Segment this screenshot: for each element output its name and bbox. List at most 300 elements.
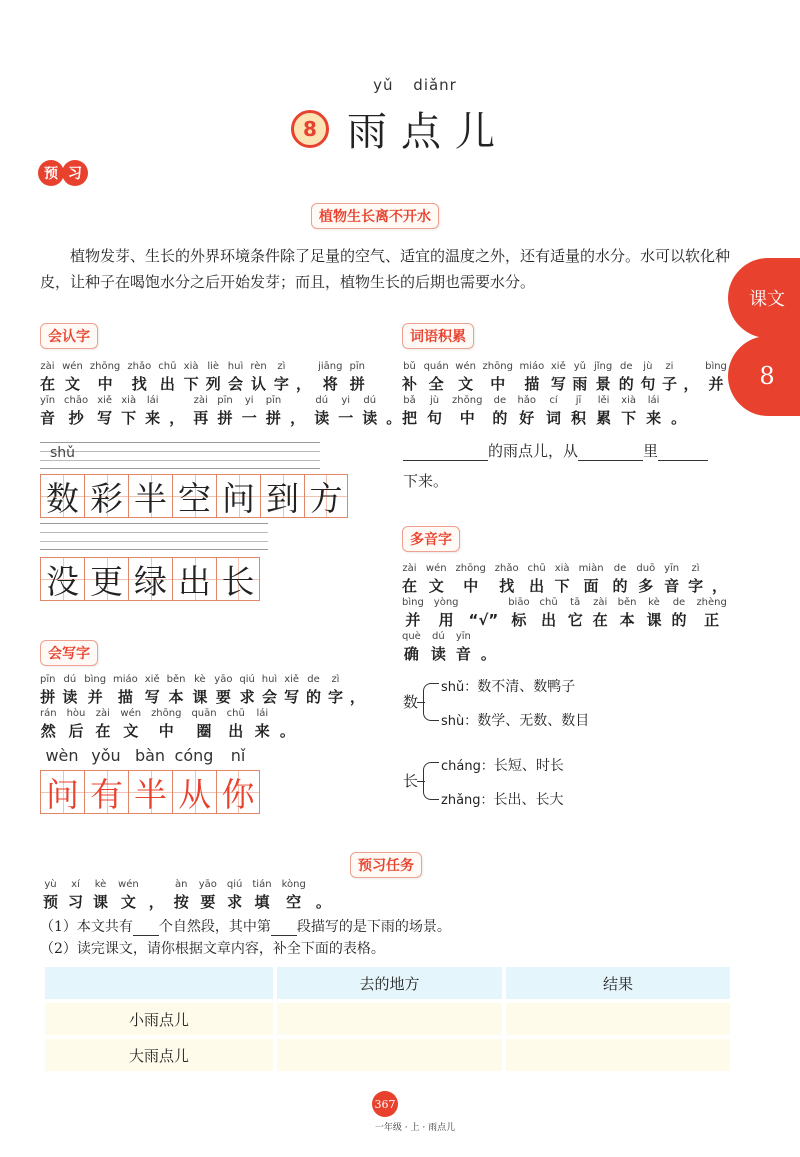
pinyin: jǐng — [593, 361, 613, 372]
pinyin: yòng — [433, 597, 459, 608]
pinyin: hòu — [66, 708, 86, 719]
pinyin: běn — [166, 674, 186, 685]
writing-lines — [40, 442, 320, 469]
pinyin-line — [43, 878, 341, 912]
tianzige-cell[interactable] — [128, 770, 172, 814]
hanzi: 再 — [193, 409, 209, 427]
polyphone-reading — [441, 755, 564, 775]
hanzi: 的 — [618, 375, 634, 393]
example-pinyin: shǔ — [50, 445, 76, 461]
write-chars-area — [40, 746, 260, 814]
pinyin: zì — [277, 361, 286, 372]
grid-char: 更 — [90, 561, 123, 601]
hanzi: 找 — [131, 375, 147, 393]
hanzi: 写 — [550, 375, 566, 393]
hanzi: 在 — [592, 611, 608, 629]
pinyin-char — [284, 673, 299, 707]
pinyin: què — [402, 631, 421, 642]
grid-char: 到 — [266, 478, 299, 518]
hanzi: 来 — [646, 409, 662, 427]
pinyin-char — [612, 562, 627, 596]
hanzi: 句 — [427, 409, 443, 427]
hanzi: 。 — [480, 645, 496, 663]
tianzige-cell — [216, 557, 260, 601]
fill-blank-1[interactable] — [403, 445, 488, 461]
recognize-chars-label: 会认字 — [40, 323, 98, 349]
hanzi: ， — [683, 375, 699, 393]
pinyin-char — [145, 673, 160, 707]
pinyin: qiú — [226, 879, 243, 890]
hanzi: 下 — [183, 375, 199, 393]
pinyin-line — [40, 360, 365, 394]
pinyin: kè — [94, 879, 107, 890]
hanzi: 音 — [40, 409, 56, 427]
pinyin-line — [40, 673, 365, 707]
hanzi: 求 — [239, 688, 255, 706]
pinyin: zhōng — [151, 708, 182, 719]
pinyin: kè — [194, 674, 206, 685]
pinyin: yi — [341, 395, 351, 406]
pinyin-char — [113, 673, 138, 707]
pinyin: xià — [121, 395, 137, 406]
pinyin-char — [579, 562, 604, 596]
pinyin-char — [338, 394, 353, 428]
pinyin-char — [402, 360, 417, 394]
tianzige-cell — [84, 474, 128, 518]
pinyin-char — [290, 394, 305, 428]
hanzi: 文 — [64, 375, 80, 393]
pinyin-char — [40, 394, 55, 428]
q1-mid: 个自然段，其中第 — [158, 919, 271, 935]
pinyin: lái — [256, 708, 269, 719]
hanzi: 写 — [284, 688, 300, 706]
hanzi: 字 — [688, 577, 704, 595]
pinyin: zhōng — [482, 361, 513, 372]
hanzi: 出 — [228, 722, 244, 740]
tianzige-cell — [216, 474, 260, 518]
pinyin: wén — [455, 361, 476, 372]
pinyin: quān — [191, 708, 217, 719]
hanzi: 并 — [405, 611, 421, 629]
pinyin-char — [568, 596, 583, 630]
hanzi: 。 — [315, 893, 331, 911]
pinyin-char — [43, 878, 58, 912]
reading-pinyin: cháng： — [441, 759, 494, 774]
pinyin: lái — [647, 395, 660, 406]
pinyin-char — [517, 394, 536, 428]
q1-blank-2[interactable] — [271, 922, 297, 936]
pinyin: yīn — [664, 563, 680, 574]
pinyin-char — [456, 630, 471, 664]
reading-examples: 数学、无数、数目 — [477, 713, 590, 729]
pinyin-char — [492, 394, 507, 428]
footer-text: 一年级 · 上 · 雨点儿 — [374, 1123, 456, 1133]
pinyin: zài — [40, 361, 55, 372]
pinyin-char — [671, 596, 686, 630]
table-header-cell: 结果 — [506, 967, 730, 999]
table-row — [45, 1039, 730, 1071]
pinyin-char — [619, 360, 634, 394]
hanzi: 在 — [95, 722, 111, 740]
tianzige-cell[interactable] — [172, 770, 216, 814]
grid-char: 没 — [46, 561, 79, 601]
pinyin: bìng — [84, 674, 107, 685]
pinyin-char — [424, 360, 449, 394]
grid-char: 空 — [178, 478, 211, 518]
pinyin-line — [402, 596, 727, 630]
hanzi: 本 — [619, 611, 635, 629]
pinyin-char — [151, 707, 181, 741]
hanzi: 字 — [327, 688, 343, 706]
hanzi: 好 — [519, 409, 535, 427]
hanzi: 一 — [241, 409, 257, 427]
pinyin: xiě — [284, 674, 300, 685]
hanzi: 写 — [144, 688, 160, 706]
hanzi: 会 — [228, 375, 244, 393]
pinyin: miáo — [113, 674, 138, 685]
pinyin: hǎo — [517, 395, 537, 406]
pinyin-char — [274, 360, 289, 394]
pinyin-char — [350, 673, 365, 707]
pinyin: zài — [593, 597, 608, 608]
q1-prefix: （1）本文共有 — [40, 919, 133, 935]
pinyin: jù — [643, 361, 653, 372]
pinyin: kòng — [281, 879, 306, 890]
pinyin-char — [118, 878, 139, 912]
hanzi: 文 — [120, 893, 136, 911]
pinyin-char — [508, 596, 529, 630]
hanzi: 景 — [595, 375, 611, 393]
pinyin-char — [402, 630, 421, 664]
brace — [423, 762, 439, 800]
pinyin-char — [540, 596, 558, 630]
pinyin-char — [555, 562, 570, 596]
hanzi: 习 — [68, 893, 84, 911]
hanzi: 拼 — [217, 409, 233, 427]
tianzige-cell — [128, 557, 172, 601]
pinyin-char — [546, 394, 561, 428]
hanzi: 写 — [97, 409, 113, 427]
pinyin: de — [620, 361, 633, 372]
pinyin-char — [90, 360, 120, 394]
pinyin: wén — [425, 563, 447, 574]
pinyin: wén — [120, 708, 142, 719]
lesson-number-badge: 8 — [291, 110, 329, 148]
pinyin-char — [169, 394, 184, 428]
polyphone-reading — [441, 789, 564, 809]
pinyin-char — [167, 673, 186, 707]
pinyin-char — [266, 394, 281, 428]
char-pinyin: wèn — [45, 746, 79, 765]
pinyin-line — [402, 360, 727, 394]
fill-text-3: 下来。 — [403, 472, 449, 490]
hanzi: 课 — [93, 893, 109, 911]
word-accumulation-label: 词语积累 — [402, 323, 474, 349]
pinyin: yīn — [455, 631, 471, 642]
page-number-badge: 367 — [372, 1091, 398, 1117]
pinyin-char — [318, 360, 342, 394]
pinyin-char — [594, 360, 612, 394]
hanzi: 中 — [158, 722, 174, 740]
pinyin: lěi — [597, 395, 610, 406]
char-pinyin: nǐ — [230, 746, 246, 765]
fill-text-2: 里 — [643, 442, 659, 460]
preview-badge-char: 预 — [38, 160, 64, 186]
pinyin-char — [214, 673, 232, 707]
reading-pinyin: shù： — [441, 714, 478, 729]
tianzige-cell — [40, 557, 84, 601]
pinyin-char — [227, 707, 245, 741]
hanzi: 认 — [251, 375, 267, 393]
table-input-cell[interactable] — [506, 1003, 730, 1035]
pinyin-char — [184, 360, 199, 394]
grid-char: 长 — [221, 561, 255, 601]
pinyin: yīn — [40, 395, 56, 406]
brace — [423, 683, 439, 721]
pinyin: zhōng — [89, 361, 121, 372]
pinyin: rèn — [250, 361, 267, 372]
hanzi: 要 — [215, 688, 231, 706]
hanzi: 文 — [123, 722, 139, 740]
pinyin: bǔ — [403, 361, 416, 372]
pinyin-char — [40, 707, 57, 741]
pinyin: zì — [691, 563, 700, 574]
pinyin-char — [468, 596, 498, 630]
task-question-2: （2）读完课文，请你根据文章内容，补全下面的表格。 — [40, 941, 385, 957]
pinyin-char — [95, 707, 110, 741]
pinyin: tián — [252, 879, 272, 890]
polyphone-char: 长 — [403, 772, 419, 790]
pinyin: bìng — [402, 597, 424, 608]
side-tab-lesson-number[interactable]: 8 — [728, 336, 800, 416]
pinyin-char — [149, 878, 164, 912]
pinyin-char — [328, 673, 343, 707]
table-input-cell[interactable] — [277, 1003, 502, 1035]
grid-char: 半 — [134, 774, 167, 814]
pinyin: zhǎo — [494, 563, 519, 574]
fill-blank-3[interactable] — [658, 445, 708, 461]
hanzi: ， — [290, 409, 306, 427]
pinyin: de — [672, 597, 686, 608]
pinyin: quán — [423, 361, 449, 372]
hanzi: 会 — [261, 688, 277, 706]
pinyin: miàn — [578, 563, 604, 574]
grid-char: 绿 — [134, 561, 167, 601]
pinyin-char — [97, 394, 112, 428]
pinyin: chū — [226, 708, 245, 719]
pinyin: miáo — [519, 361, 545, 372]
hanzi: 按 — [173, 893, 189, 911]
pinyin: rán — [40, 708, 57, 719]
hanzi: 补 — [402, 375, 418, 393]
polyphone-item-chang — [403, 757, 663, 807]
hanzi: 来 — [254, 722, 270, 740]
pinyin: yǔ — [573, 361, 587, 372]
hanzi: 一 — [338, 409, 354, 427]
polyphone-reading — [441, 710, 589, 730]
hanzi: ， — [148, 893, 164, 911]
fill-blank-2[interactable] — [578, 445, 643, 461]
pinyin-char — [120, 707, 141, 741]
pinyin-char — [688, 562, 703, 596]
hanzi: 描 — [117, 688, 133, 706]
intro-label: 植物生长离不开水 — [311, 203, 439, 229]
table-header-cell — [45, 967, 273, 999]
hanzi: 然 — [40, 722, 56, 740]
pinyin-char — [62, 360, 83, 394]
tianzige-cell — [128, 474, 172, 518]
hanzi: 累 — [596, 409, 612, 427]
pinyin-char — [252, 878, 271, 912]
page-title: 雨点儿 — [347, 109, 509, 155]
preview-badge-char: 习 — [62, 160, 88, 186]
hanzi: 把 — [402, 409, 418, 427]
grid-char: 彩 — [90, 478, 123, 518]
reading-examples: 长短、时长 — [493, 758, 564, 774]
pinyin-char — [452, 394, 482, 428]
preview-task-instruction — [43, 878, 341, 912]
pinyin: xià — [621, 395, 636, 406]
pinyin-char — [40, 360, 55, 394]
hanzi: 拼 — [349, 375, 365, 393]
table-input-cell[interactable] — [506, 1039, 730, 1071]
hanzi: 空 — [286, 893, 302, 911]
pinyin: tā — [570, 597, 581, 608]
hanzi: 预 — [43, 893, 59, 911]
grid-char: 有 — [90, 774, 123, 814]
word-fill-line — [403, 440, 708, 461]
pinyin-char — [684, 360, 699, 394]
recognize-chars-instruction — [40, 360, 402, 428]
pinyin-char — [455, 360, 476, 394]
hanzi: 填 — [254, 893, 270, 911]
preview-badge — [38, 160, 86, 186]
hanzi: 拼 — [40, 688, 56, 706]
hanzi: 面 — [583, 577, 599, 595]
pinyin-char — [199, 878, 217, 912]
hanzi: 正 — [704, 611, 720, 629]
pinyin: de — [613, 563, 627, 574]
hanzi: 将 — [322, 375, 338, 393]
hanzi: 积 — [571, 409, 587, 427]
pinyin: zài — [402, 563, 417, 574]
hanzi: 文 — [428, 577, 444, 595]
hanzi: 并 — [87, 688, 103, 706]
pinyin-char — [646, 596, 661, 630]
title-pinyin: yǔ diǎnr — [373, 76, 457, 94]
pinyin-char — [217, 394, 232, 428]
q1-suffix: 段描写的是下雨的场景。 — [296, 919, 451, 935]
pinyin: xiě — [550, 361, 566, 372]
pinyin: dú — [432, 631, 445, 642]
hanzi: 音 — [664, 577, 680, 595]
hanzi: 课 — [646, 611, 662, 629]
tianzige-cell[interactable] — [40, 770, 84, 814]
pinyin: chū — [539, 597, 558, 608]
tianzige-cell[interactable] — [216, 770, 260, 814]
pinyin: zài — [193, 395, 208, 406]
pinyin: jù — [429, 395, 440, 406]
pinyin: de — [307, 674, 320, 685]
pinyin: yāo — [198, 879, 217, 890]
pinyin-char — [68, 878, 83, 912]
tianzige-cell[interactable] — [84, 770, 128, 814]
pinyin-char — [192, 673, 207, 707]
hanzi: 下 — [121, 409, 137, 427]
hanzi: 。 — [671, 409, 687, 427]
pinyin-char — [671, 394, 686, 428]
pinyin-char — [662, 360, 677, 394]
pinyin-char — [362, 394, 377, 428]
table-input-cell[interactable] — [277, 1039, 502, 1071]
pinyin-char — [193, 394, 208, 428]
char-pinyin: yǒu — [91, 746, 121, 765]
pinyin-char — [250, 360, 266, 394]
hanzi: 子 — [661, 375, 677, 393]
pinyin: dú — [363, 395, 377, 406]
writing-lines[interactable] — [40, 523, 268, 550]
char-pinyin: cóng — [174, 746, 214, 765]
hanzi: 全 — [428, 375, 444, 393]
pinyin: zài — [95, 708, 110, 719]
tianzige-cell — [172, 474, 216, 518]
hanzi: 找 — [499, 577, 515, 595]
pinyin-char — [402, 562, 417, 596]
pinyin-char — [206, 360, 221, 394]
pinyin-char — [239, 673, 254, 707]
pinyin-char — [402, 596, 424, 630]
hanzi: 出 — [529, 577, 545, 595]
pinyin-char — [572, 360, 587, 394]
hanzi: 下 — [554, 577, 570, 595]
pinyin-char — [158, 360, 176, 394]
hanzi: 读 — [362, 409, 378, 427]
hanzi: 并 — [708, 375, 724, 393]
pinyin-char — [145, 394, 160, 428]
hanzi: 抄 — [68, 409, 84, 427]
grid-char: 问 — [222, 478, 255, 518]
pinyin-char — [316, 878, 331, 912]
pinyin: jī — [575, 395, 582, 406]
pinyin-char — [434, 596, 459, 630]
grid-char: 数 — [46, 478, 79, 518]
pinyin: dú — [315, 395, 329, 406]
hanzi: 读 — [62, 688, 78, 706]
pinyin-char — [127, 360, 151, 394]
side-tab-section[interactable]: 课文 — [728, 258, 800, 338]
polyphone-label: 多音字 — [402, 526, 460, 552]
pinyin-char — [640, 360, 655, 394]
reading-examples: 数不清、数鸭子 — [477, 679, 576, 695]
hanzi: 的 — [671, 611, 687, 629]
hanzi: 确 — [403, 645, 419, 663]
polyphone-instruction — [402, 562, 727, 664]
table-header-cell: 去的地方 — [277, 967, 502, 999]
pinyin: pīn — [349, 361, 365, 372]
pinyin: xià — [554, 563, 570, 574]
pinyin-char — [618, 596, 637, 630]
table-row-label: 大雨点儿 — [45, 1039, 273, 1071]
hanzi: 中 — [490, 375, 506, 393]
tianzige-cell — [84, 557, 128, 601]
pinyin: xiě — [97, 395, 113, 406]
q1-blank-1[interactable] — [133, 922, 159, 936]
table-row-label: 小雨点儿 — [45, 1003, 273, 1035]
pinyin-char — [296, 360, 311, 394]
pinyin-char — [93, 878, 108, 912]
pinyin-line — [402, 562, 727, 596]
pinyin-char — [262, 673, 277, 707]
